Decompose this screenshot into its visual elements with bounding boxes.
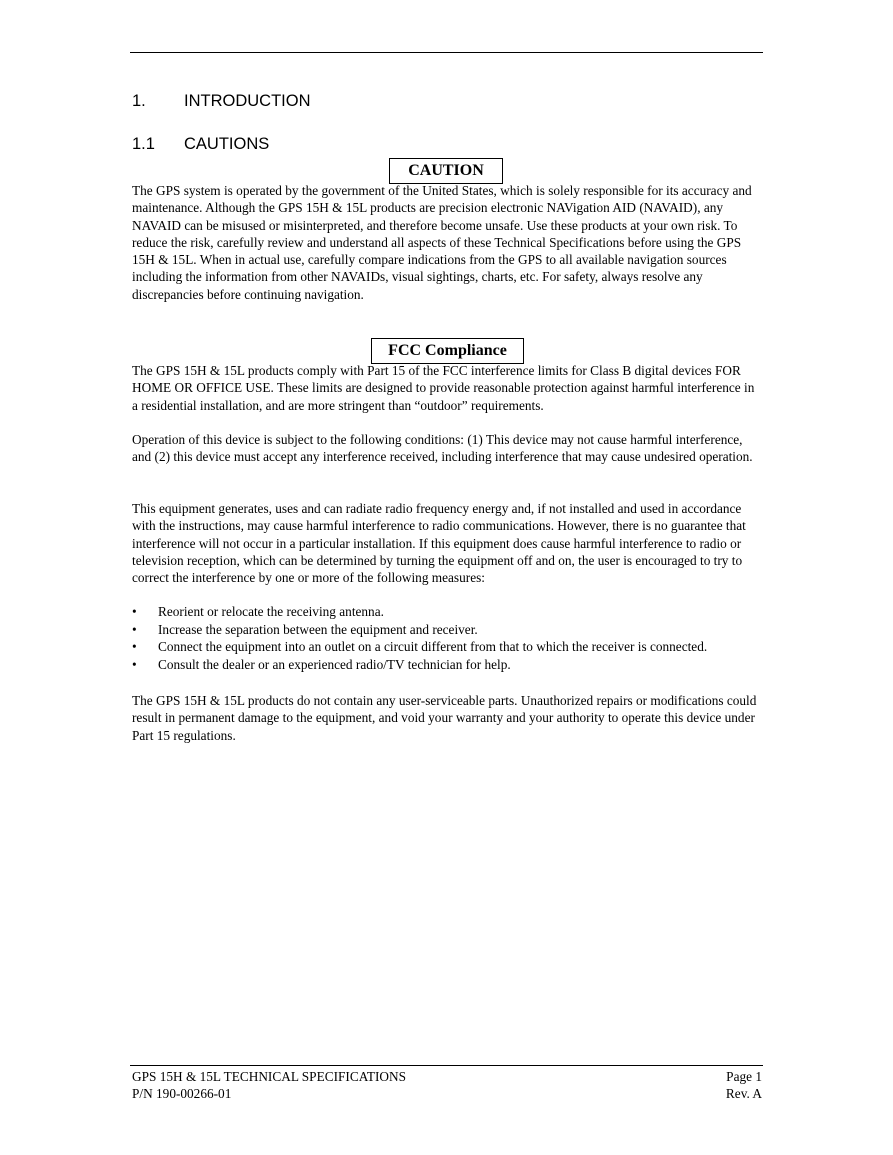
footer-revision: Rev. A: [725, 1086, 762, 1101]
header-rule: [130, 52, 763, 53]
page-footer: [132, 1068, 762, 1102]
list-item-text: Consult the dealer or an experienced radio/TV technician for help.: [158, 656, 511, 672]
fcc-paragraph-2: [132, 431, 762, 466]
list-item: [132, 638, 772, 656]
fcc-title-box: FCC Compliance: [371, 338, 524, 364]
list-item-text: Increase the separation between the equipment and receiver.: [158, 621, 478, 637]
section-heading-introduction: [132, 91, 311, 111]
section-title: CAUTIONS: [184, 135, 270, 153]
footer-rule: [130, 1065, 763, 1066]
footer-part-number: P/N 190-00266-01: [132, 1086, 232, 1101]
section-number: 1.: [132, 92, 146, 110]
fcc-text-1: The GPS 15H & 15L products comply with Part 15 of the FCC interference limits for Class B digital devices FOR HOME OR OFFICE USE. These limits are designed to provide reasonable protection against harmful interference in a residential installation, and are more stringent than “outdoor” requirements.: [132, 363, 755, 413]
fcc-text-4: The GPS 15H & 15L products do not contain any user-serviceable parts. Unauthorized repairs or modifications could result in permanent damage to the equipment, and void your warranty and your authority to operate this device under Part 15 regulations.: [132, 693, 757, 743]
bullet-icon: •: [132, 639, 137, 654]
bullet-icon: •: [132, 604, 137, 619]
list-item: [132, 603, 772, 621]
footer-doc-title: GPS 15H & 15L TECHNICAL SPECIFICATIONS: [132, 1069, 406, 1084]
list-item: [132, 621, 772, 639]
section-title: INTRODUCTION: [184, 92, 311, 110]
fcc-measures-list: [132, 603, 772, 673]
caution-text: The GPS system is operated by the government of the United States, which is solely responsible for its accuracy and maintenance. Although the GPS 15H & 15L products are precision electronic NAVigation AID (NAVAID), any NAVAID can be misused or misinterpreted, and therefore become unsafe. Use these products at your own risk. To reduce the risk, carefully review and understand all aspects of these Technical Specifications before using the GPS 15H & 15L. When in actual use, carefully compare indications from the GPS to all available navigation sources including the information from other NAVAIDs, visual sightings, charts, etc. For safety, always resolve any discrepancies before continuing navigation.: [132, 183, 752, 302]
section-number: 1.1: [132, 135, 155, 153]
fcc-paragraph-4: [132, 692, 762, 744]
bullet-icon: •: [132, 656, 137, 672]
fcc-text-2: Operation of this device is subject to the following conditions: (1) This device may not cause harmful interference, and (2) this device must accept any interference received, including interference that may cause undesired operation.: [132, 432, 753, 465]
bullet-icon: •: [132, 621, 137, 637]
list-item-text: Connect the equipment into an outlet on a circuit different from that to which the receiver is connected.: [158, 639, 708, 654]
fcc-text-3: This equipment generates, uses and can radiate radio frequency energy and, if not installed and used in accordance with the instructions, may cause harmful interference to radio communications. However, there is no guarantee that interference will not occur in a particular installation. If this equipment does cause harmful interference to radio or television reception, which can be determined by turning the equipment off and on, the user is encouraged to try to correct the interference by one or more of the following measures:: [132, 501, 746, 586]
caution-paragraph: [132, 182, 762, 303]
list-item: [132, 656, 772, 674]
fcc-paragraph-3: [132, 500, 762, 586]
list-item-text: Reorient or relocate the receiving antenna.: [158, 604, 384, 619]
caution-title-box: CAUTION: [389, 158, 503, 184]
section-heading-cautions: [132, 134, 269, 154]
fcc-paragraph-1: [132, 362, 762, 414]
footer-page-number: Page 1: [726, 1069, 762, 1084]
